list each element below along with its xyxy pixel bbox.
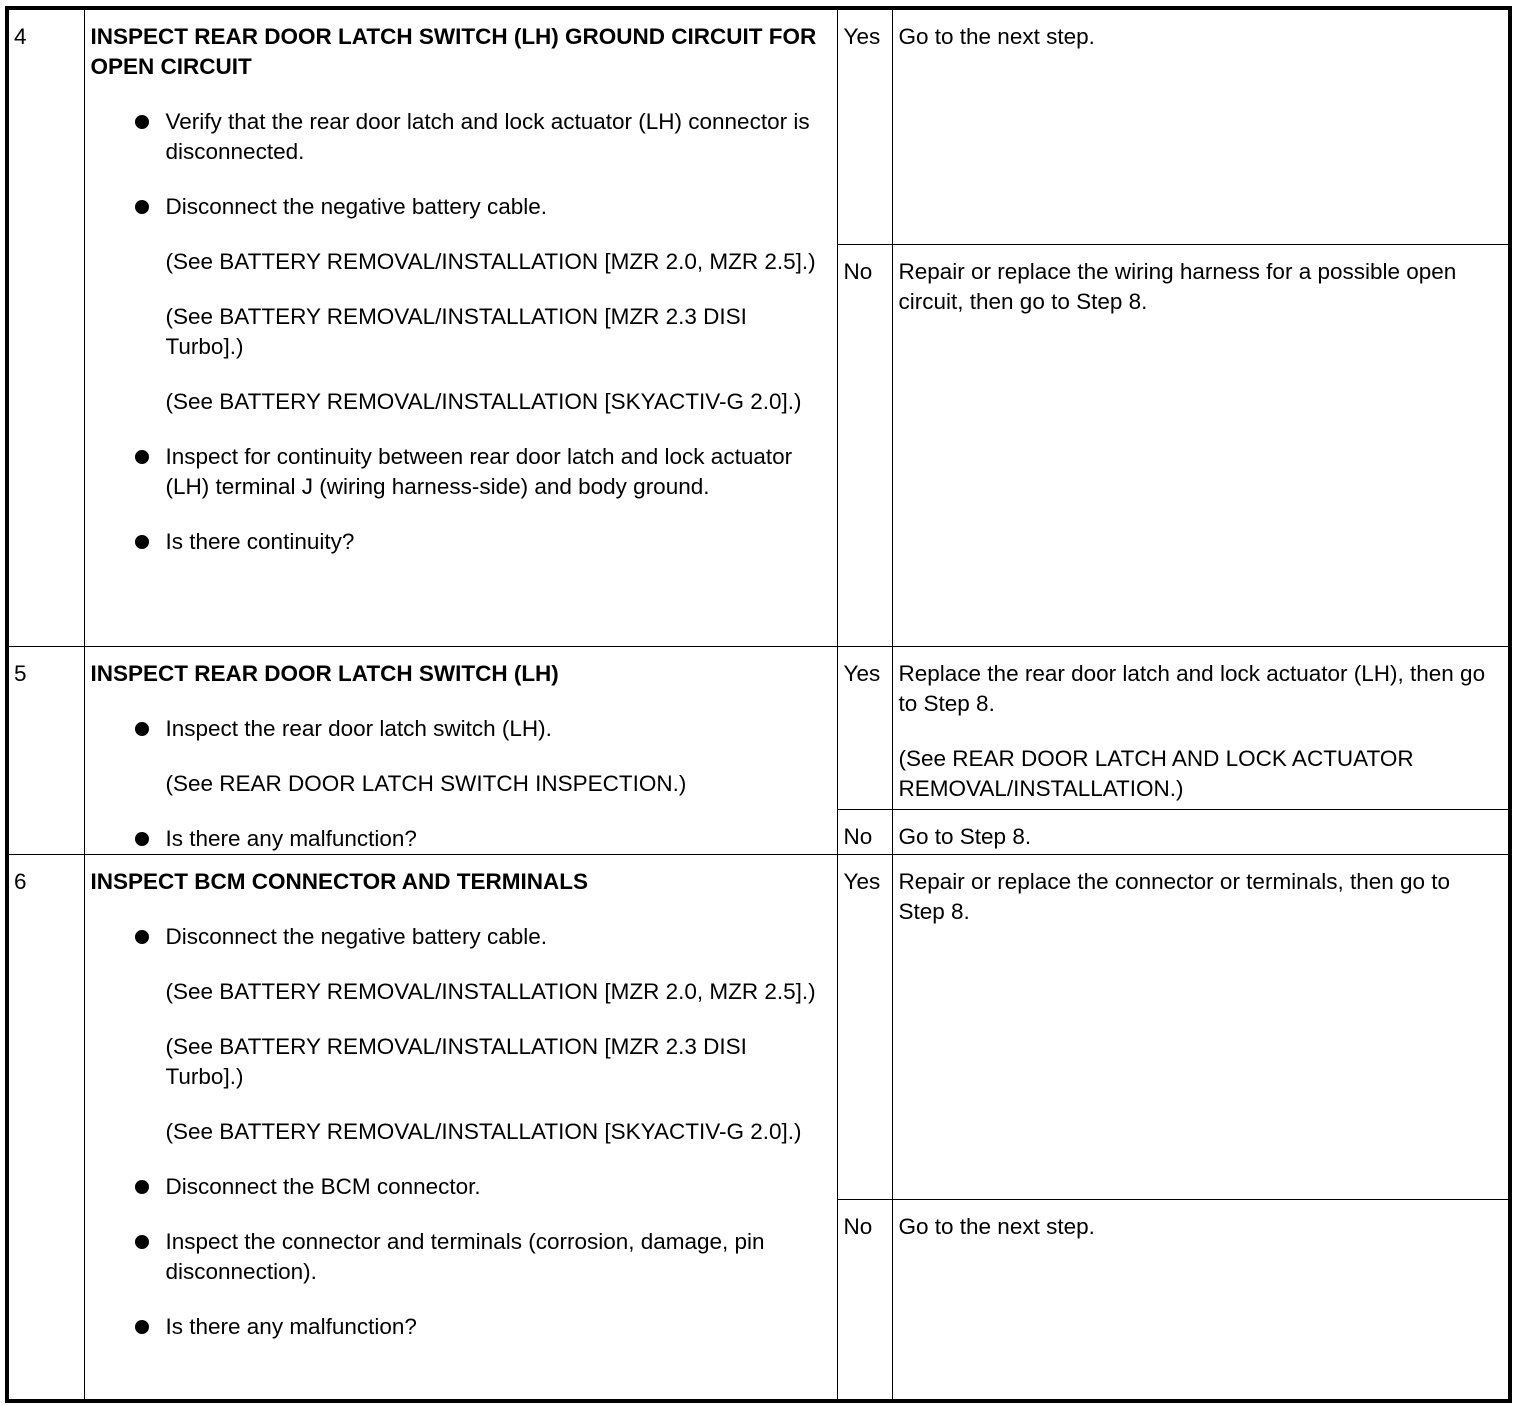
instruction-item: [91, 442, 817, 502]
bullet-icon: [135, 535, 149, 549]
result-text: Go to the next step.: [898, 1213, 1095, 1239]
bullet-icon: [135, 722, 149, 736]
instruction-item: [91, 824, 817, 854]
reference-note: [91, 302, 817, 362]
instruction-text: Is there any malfunction?: [165, 1313, 417, 1339]
bullet-icon: [135, 200, 149, 214]
no-result-cell: [892, 1199, 1510, 1401]
result-text: Replace the rear door latch and lock actuator (LH), then go to Step 8.: [898, 660, 1486, 716]
instruction-text: Is there continuity?: [165, 529, 355, 554]
no-label: No: [837, 244, 892, 646]
yes-result-cell: [892, 646, 1510, 809]
reference-note: [91, 247, 817, 277]
instruction-text: Inspect for continuity between rear door latch and lock actuator (LH) terminal J (wiring harness-side) and body ground.: [165, 444, 793, 499]
result-reference-note: (See REAR DOOR LATCH AND LOCK ACTUATOR REMOVAL/INSTALLATION.): [898, 745, 1414, 801]
bullet-icon: [135, 832, 149, 846]
reference-note: [91, 977, 817, 1007]
instruction-text: Disconnect the negative battery cable.: [165, 194, 547, 219]
reference-note: [91, 1117, 817, 1147]
no-label: No: [837, 809, 892, 854]
reference-note: [91, 1032, 817, 1092]
instruction-item: [91, 922, 817, 952]
result-text: Repair or replace the wiring harness for a possible open circuit, then go to Step 8.: [898, 258, 1457, 314]
instruction-text: Inspect the rear door latch switch (LH).: [165, 715, 552, 741]
reference-note: [91, 769, 817, 799]
yes-label: Yes: [837, 854, 892, 1199]
instruction-text: (See BATTERY REMOVAL/INSTALLATION [MZR 2.0, MZR 2.5].): [165, 249, 816, 274]
step-heading: INSPECT BCM CONNECTOR AND TERMINALS: [90, 868, 589, 894]
no-result-cell: [892, 809, 1510, 854]
bullet-icon: [135, 450, 149, 464]
step-heading: INSPECT REAR DOOR LATCH SWITCH (LH): [90, 660, 559, 686]
yes-result-cell: [892, 8, 1510, 244]
instruction-text: (See BATTERY REMOVAL/INSTALLATION [SKYACTIV-G 2.0].): [165, 389, 802, 414]
bullet-icon: [135, 1180, 149, 1194]
bullet-icon: [135, 1320, 149, 1334]
instruction-item: [91, 1312, 817, 1342]
step-row-yes: [7, 854, 1510, 1199]
result-text: Go to the next step.: [898, 24, 1095, 49]
step-action-cell: [84, 854, 837, 1401]
instruction-item: [91, 107, 817, 167]
procedure-sheet: [5, 6, 1508, 1399]
instruction-text: (See BATTERY REMOVAL/INSTALLATION [MZR 2.3 DISI Turbo].): [165, 1033, 747, 1089]
no-result-cell: [892, 244, 1510, 646]
instruction-item: [91, 1172, 817, 1202]
yes-label: Yes: [837, 8, 892, 244]
instruction-text: (See REAR DOOR LATCH SWITCH INSPECTION.): [165, 770, 687, 796]
step-heading: INSPECT REAR DOOR LATCH SWITCH (LH) GROUND CIRCUIT FOR OPEN CIRCUIT: [90, 24, 817, 79]
step-instruction-list: [91, 107, 817, 557]
instruction-text: Disconnect the BCM connector.: [165, 1173, 481, 1199]
instruction-text: Inspect the connector and terminals (corrosion, damage, pin disconnection).: [165, 1228, 765, 1284]
bullet-icon: [135, 1235, 149, 1249]
result-text: Go to Step 8.: [898, 823, 1032, 849]
diagnostic-procedure-table: [5, 6, 1512, 1403]
instruction-text: Is there any malfunction?: [165, 825, 417, 851]
yes-result-cell: [892, 854, 1510, 1199]
bullet-icon: [135, 115, 149, 129]
no-label: No: [837, 1199, 892, 1401]
step-number: 6: [7, 854, 84, 1401]
instruction-item: [91, 1227, 817, 1287]
instruction-item: [91, 192, 817, 222]
instruction-text: Verify that the rear door latch and lock actuator (LH) connector is disconnected.: [165, 109, 810, 164]
step-number: 4: [7, 8, 84, 646]
reference-note: [91, 387, 817, 417]
instruction-text: (See BATTERY REMOVAL/INSTALLATION [MZR 2.0, MZR 2.5].): [165, 978, 816, 1004]
instruction-text: (See BATTERY REMOVAL/INSTALLATION [SKYACTIV-G 2.0].): [165, 1118, 802, 1144]
step-instruction-list: [91, 922, 817, 1342]
instruction-text: Disconnect the negative battery cable.: [165, 923, 547, 949]
instruction-text: (See BATTERY REMOVAL/INSTALLATION [MZR 2.3 DISI Turbo].): [165, 304, 747, 359]
step-row-yes: [7, 646, 1510, 809]
result-text: Repair or replace the connector or terminals, then go to Step 8.: [898, 868, 1451, 924]
step-instruction-list: [91, 714, 817, 854]
procedure-table-body: [7, 8, 1510, 1401]
instruction-item: [91, 527, 817, 557]
step-row-yes: [7, 8, 1510, 244]
step-number: 5: [7, 646, 84, 854]
instruction-item: [91, 714, 817, 744]
yes-label: Yes: [837, 646, 892, 809]
step-action-cell: [84, 8, 837, 646]
bullet-icon: [135, 930, 149, 944]
step-action-cell: [84, 646, 837, 854]
